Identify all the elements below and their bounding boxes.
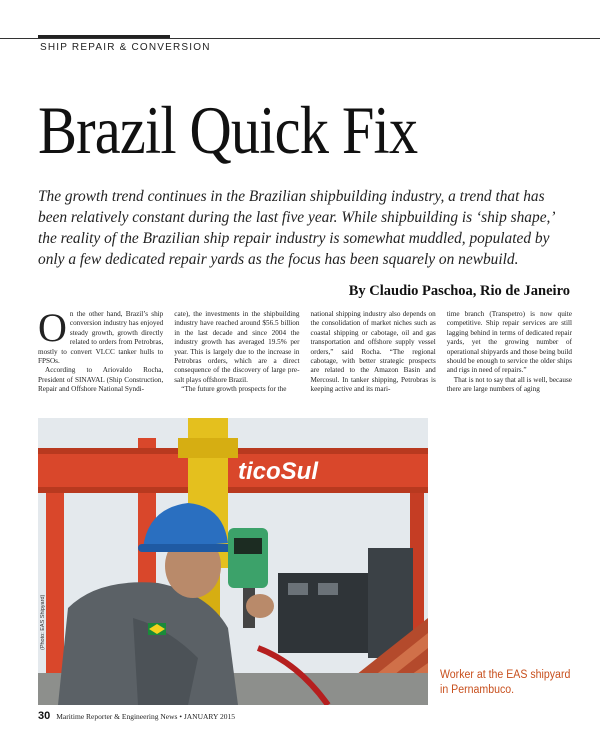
shipyard-illustration	[38, 418, 428, 705]
body-column-1	[38, 310, 163, 400]
body-paragraph: That is not to say that all is well, because there are large numbers of aging	[446, 375, 572, 394]
photo-caption: Worker at the EAS shipyard in Pernambuco.	[440, 669, 571, 696]
byline: By Claudio Paschoa, Rio de Janeiro	[348, 283, 570, 299]
body-paragraph: time branch (Transpetro) is now quite competitive. Ship repair services are still lagging behind in terms of dedicated repair yards, yet the growing number of operational shipyards and those being build should be enough to service the older ships and rigs in need of repairs.”	[446, 310, 572, 375]
body-column-2	[174, 310, 299, 400]
page-footer	[38, 710, 235, 722]
page-number: 30	[38, 710, 51, 722]
section-label: SHIP REPAIR & CONVERSION	[40, 42, 211, 53]
drop-cap: O	[38, 310, 67, 350]
shipyard-photo	[38, 418, 428, 705]
body-paragraph	[38, 310, 163, 366]
deck-summary: The growth trend continues in the Brazilian shipbuilding industry, a trend that has been relatively constant during the last five year. While shipbuilding is ‘ship shape,’ the reality of the Brazilian ship repair industry is somewhat muddled, populated by only a few dedicated repair yards as the focus has been squarely on newbuild.	[38, 188, 554, 268]
body-paragraph: cate), the investments in the shipbuilding industry have reached around $56.5 billion in the last decade and since 2004 the industry growth has averaged 19.5% per year. This is largely due to the increase in Petrobras orders, which are a direct consequence of the discovery of large pre-salt plays offshore Brazil.	[174, 310, 300, 384]
photo-credit: (Photo: EAS Shipyard)	[40, 594, 46, 650]
body-paragraph: “The future growth prospects for the	[181, 385, 287, 394]
publication-name: Maritime Reporter & Engineering News • JANUARY 2015	[56, 712, 236, 721]
body-paragraph: According to Ariovaldo Rocha, President of SINAVAL (Ship Construction, Repair and Offshore National Syndi-	[38, 366, 164, 394]
body-column-3	[311, 310, 436, 400]
top-rule	[0, 38, 600, 39]
body-columns	[38, 310, 572, 400]
body-paragraph: national shipping industry also depends on the consolidation of market niches such as coastal shipping or cabotage, oil and gas transportation and offshore supply vessel orders,” said Rocha. “The regional cabotage, with better strategic prospects are related to the Amazon Basin and Mercosul. In tanker shipping, Petrobras is keeping active and its mari-	[310, 310, 436, 394]
body-text: n the other hand, Brazil’s ship conversion industry has enjoyed steady growth, growth directly related to orders from Petrobras, mostly to convert VLCC tanker hulls to FPSOs.	[38, 310, 164, 366]
crane-sign: ticoSul	[238, 458, 319, 485]
body-column-4	[447, 310, 572, 400]
headline: Brazil Quick Fix	[38, 92, 418, 168]
